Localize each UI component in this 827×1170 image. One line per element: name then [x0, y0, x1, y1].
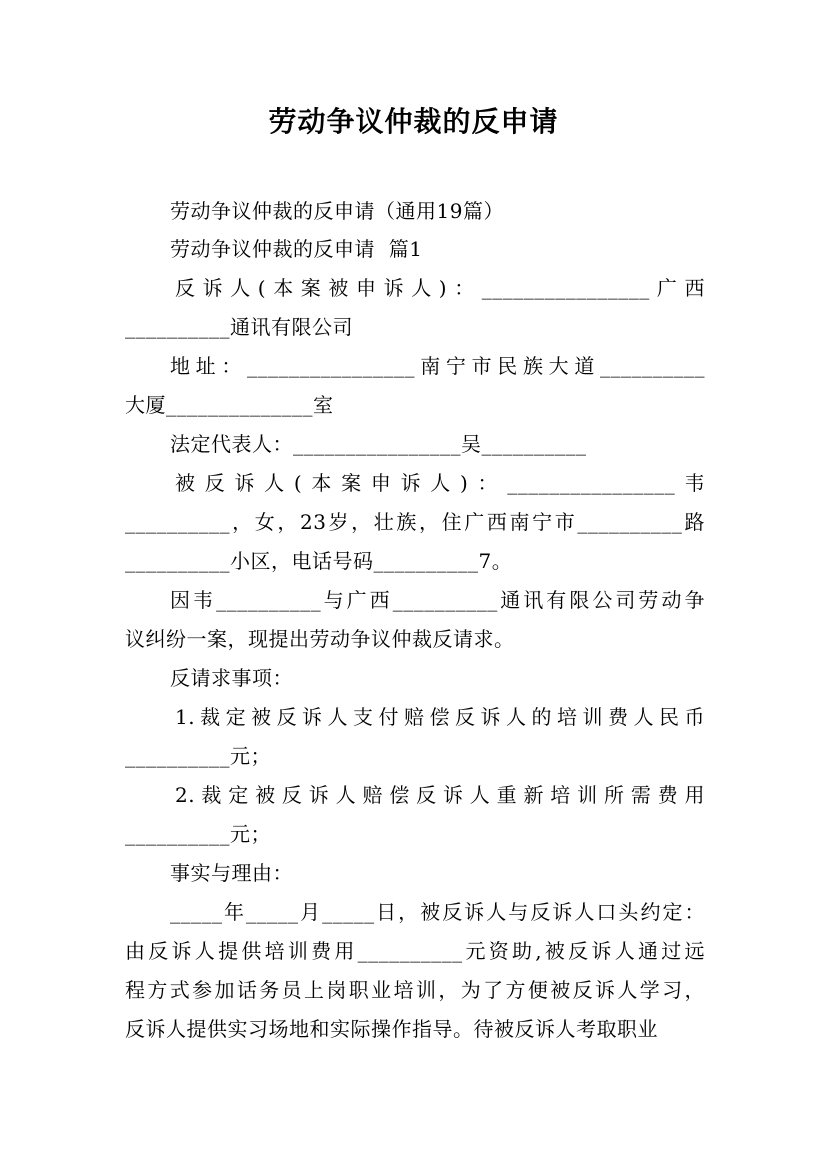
text-line: 法定代表人：________________吴__________	[170, 432, 587, 456]
text-line: __________小区，电话号码__________7。	[125, 549, 513, 573]
text-line: 劳动争议仲裁的反申请 篇1	[170, 237, 423, 261]
text-line: __________元；	[125, 822, 271, 846]
text-line: 劳动争议仲裁的反申请（通用19篇）	[170, 199, 504, 223]
text-line: 反诉人提供实习场地和实际操作指导。待被反诉人考取职业	[125, 1017, 658, 1041]
text-line: __________元；	[125, 744, 271, 768]
text-line: 2.裁定被反诉人赔偿反诉人重新培训所需费用	[175, 783, 705, 807]
text-line: 大厦______________室	[125, 393, 334, 417]
text-line: 反诉人(本案被申诉人)：________________广西	[175, 276, 705, 300]
text-line: 反请求事项：	[170, 666, 293, 690]
text-line: __________，女，23岁，壮族，住广西南宁市__________路	[125, 510, 705, 534]
text-line: 因韦__________与广西__________通讯有限公司劳动争	[170, 588, 705, 612]
document-title: 劳动争议仲裁的反申请	[268, 105, 559, 138]
text-line: __________通讯有限公司	[125, 315, 353, 339]
text-line: 1.裁定被反诉人支付赔偿反诉人的培训费人民币	[175, 705, 705, 729]
text-line: 地址：________________南宁市民族大道__________	[170, 354, 705, 378]
text-line: 议纠纷一案，现提出劳动争议仲裁反请求。	[125, 627, 515, 651]
text-line: 程方式参加话务员上岗职业培训，为了方便被反诉人学习，	[125, 978, 705, 1002]
text-line: 被反诉人(本案申诉人)：________________韦	[175, 471, 705, 495]
text-line: 由反诉人提供培训费用__________元资助,被反诉人通过远	[125, 939, 705, 963]
text-line: _____年_____月_____日，被反诉人与反诉人口头约定：	[170, 900, 705, 924]
text-line: 事实与理由：	[170, 861, 293, 885]
